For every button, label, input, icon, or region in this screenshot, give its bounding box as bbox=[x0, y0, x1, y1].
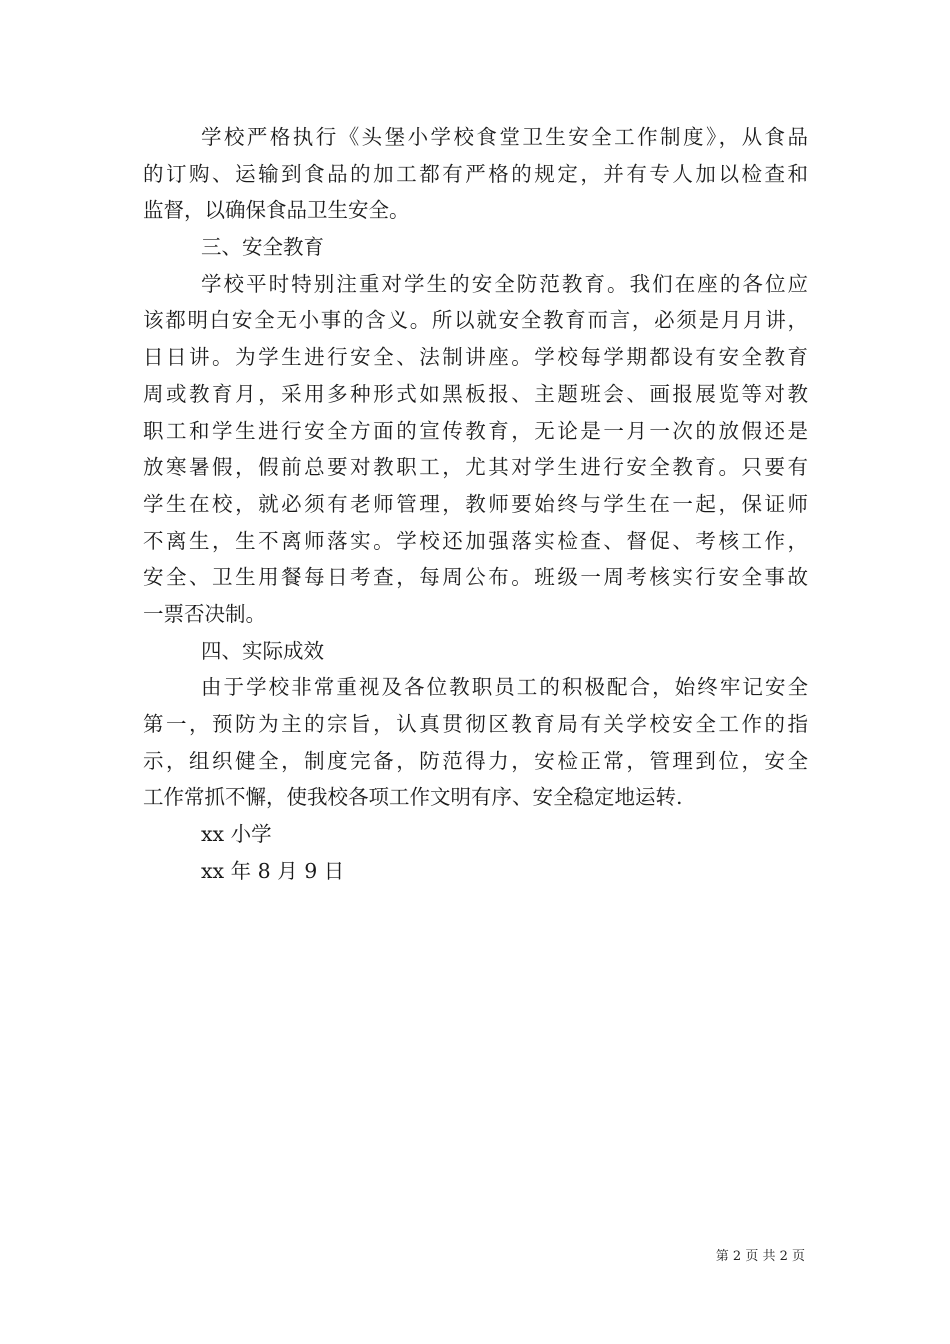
paragraph-line: 该都明白安全无小事的含义。所以就安全教育而言，必须是月月讲， bbox=[143, 308, 808, 333]
section-heading: 三、安全教育 bbox=[201, 235, 324, 260]
section-heading: 四、实际成效 bbox=[201, 638, 324, 663]
paragraph-line: 周或教育月，采用多种形式如黑板报、主题班会、画报展览等对教 bbox=[143, 381, 808, 406]
page-number: 第 2 页 共 2 页 bbox=[715, 1249, 805, 1264]
paragraph-line: 示，组织健全，制度完备，防范得力，安检正常，管理到位，安全 bbox=[143, 748, 808, 773]
paragraph-line: 由于学校非常重视及各位教职员工的积极配合，始终牢记安全 bbox=[201, 675, 808, 700]
document-body bbox=[143, 119, 808, 889]
signature-date: xx 年 8 月 9 日 bbox=[201, 858, 345, 883]
paragraph-line: 日日讲。为学生进行安全、法制讲座。学校每学期都设有安全教育 bbox=[143, 345, 808, 370]
paragraph-line: 工作常抓不懈，使我校各项工作文明有序、安全稳定地运转. bbox=[143, 785, 683, 810]
paragraph-line: 一票否决制。 bbox=[143, 601, 266, 626]
paragraph-line: 安全、卫生用餐每日考查，每周公布。班级一周考核实行安全事故 bbox=[143, 565, 808, 590]
paragraph-line: 放寒暑假，假前总要对教职工，尤其对学生进行安全教育。只要有 bbox=[143, 455, 808, 480]
paragraph-line: 第一，预防为主的宗旨，认真贯彻区教育局有关学校安全工作的指 bbox=[143, 712, 808, 736]
signature-school: xx 小学 bbox=[201, 822, 272, 847]
paragraph-line: 不离生，生不离师落实。学校还加强落实检查、督促、考核工作， bbox=[143, 528, 808, 553]
paragraph-line: 职工和学生进行安全方面的宣传教育，无论是一月一次的放假还是 bbox=[143, 418, 808, 443]
paragraph-line: 学校平时特别注重对学生的安全防范教育。我们在座的各位应 bbox=[201, 271, 808, 296]
paragraph-line: 学校严格执行《头堡小学校食堂卫生安全工作制度》，从食品 bbox=[201, 125, 808, 149]
paragraph-line: 学生在校，就必须有老师管理，教师要始终与学生在一起，保证师 bbox=[143, 491, 808, 516]
paragraph-line: 的订购、运输到食品的加工都有严格的规定，并有专人加以检查和 bbox=[143, 161, 808, 186]
paragraph-line: 监督，以确保食品卫生安全。 bbox=[143, 198, 410, 223]
